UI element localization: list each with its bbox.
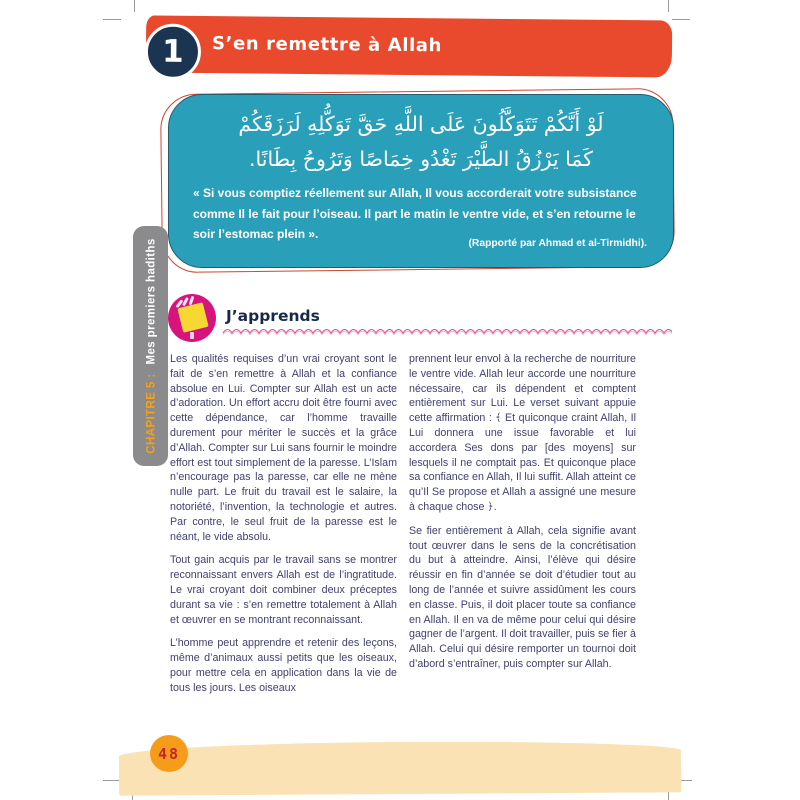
hadith-box: [168, 94, 674, 268]
page-number: 48: [157, 744, 181, 763]
crop-mark-top-right-h: [672, 19, 690, 20]
arabic-line-1: لَوْ أَنَّكُمْ تَتَوَكَّلُونَ عَلَى اللَّهِ حَقَّ تَوَكُّلِهِ لَرَزَقَكُمْ: [238, 112, 604, 136]
footer-band: [119, 740, 681, 795]
page-number-badge: [150, 735, 188, 772]
body-text: [170, 352, 636, 705]
paragraph: Se fier entièrement à Allah, cela signifie avant tout œuvrer dans le sens de la concrétisation du but à atteindre. Ainsi, l’élève qui désire réussir en fin d’année se doit d’étudier tout au long de l’année et suivre assidûment les cours en classe. Puis, il doit placer toute sa confiance en Allah. Il en va de même pour celui qui désire gagner de l’argent. Il doit travailler, puis se fier à Allah. Celui qui désire remporter un tournoi doit d’abord s’entraîner, puis compter sur Allah.: [409, 524, 636, 670]
notebook-pen-icon: [168, 294, 216, 342]
arabic-line-2: كَمَا يَرْزُقُ الطَّيْرَ تَغْدُو خِمَاصًا وَتَرُوحُ بِطَانًا.: [249, 147, 593, 171]
hadith-number: 1: [161, 33, 184, 70]
chapter-header-banner: [146, 15, 673, 77]
chapter-tab-text: [133, 226, 168, 466]
paragraph: Les qualités requises d’un vrai croyant sont le fait de s’en remettre à Allah et la confiance absolue en Lui. Compter sur Allah est un acte d’adoration. Un effort accru doit être fourni avec cette dépendance, car l’homme travaille durement pour mériter le succès et la grâce d’Allah. Compter sur Lui sans fournir le moindre effort est tout simplement de la paresse. L’Islam n’encourage pas la paresse, car elle ne mène nulle part. Le fruit du travail est le salaire, la notoriété, l’invention, la technologie et autres. Par contre, le seul fruit de la paresse est le néant, le vide absolu.: [170, 353, 397, 543]
hadith-arabic-text: [169, 107, 673, 177]
paragraph: L’homme peut apprendre et retenir des leçons, même d’animaux aussi petits que les oiseaux, pour mettre cela en application dans la vie de tous les jours. Les oiseaux: [170, 637, 397, 694]
hadith-title: S’en remettre à Allah: [211, 33, 443, 57]
hadith-translation: « Si vous comptiez réellement sur Allah, Il vous accorderait votre subsistance comme Il le fait pour l’oiseau. Il part le matin le ventre vide, et s’en retourne le soir l’estomac plein ».: [193, 186, 637, 241]
hadith-source: (Rapporté par Ahmad et al-Tirmidhi).: [468, 238, 647, 249]
chapter-sidebar-tab: [133, 226, 168, 466]
crop-mark-top-left-h: [103, 19, 121, 20]
chapter-title: Mes premiers hadiths: [144, 238, 157, 365]
wavy-underline: [222, 327, 672, 337]
hadith-number-badge: [145, 23, 202, 80]
crop-mark-top-left-v: [134, 0, 135, 12]
chapter-label: CHAPITRE 5 :: [144, 373, 157, 454]
right-column: [409, 352, 636, 705]
left-column: [170, 352, 397, 705]
paragraph: prennent leur envol à la recherche de nourriture le ventre vide. Allah leur accorde une nourriture nécessaire, car ils dépendent et comptent entièrement sur Lui. Le verset suivant appuie cette affirmation : ﴾ Et quiconque craint Allah, Il Lui donnera une issue favorable et lui accordera Ses dons par [des moyens] sur lesquels il ne comptait pas. Et quiconque place sa confiance en Allah, Il lui suffit. Allah atteint ce qu’Il Se propose et Allah a assigné une mesure à chaque chose ﴿.: [409, 353, 636, 513]
paragraph: Tout gain acquis par le travail sans se montrer reconnaissant envers Allah est de l’ingratitude. Le vrai croyant doit combiner deux préceptes durant sa vie : s’en remettre totalement à Allah et œuvrer en se montrant reconnaissant.: [170, 554, 397, 626]
section-title: J’apprends: [226, 307, 320, 325]
crop-mark-top-right-v: [668, 0, 669, 12]
